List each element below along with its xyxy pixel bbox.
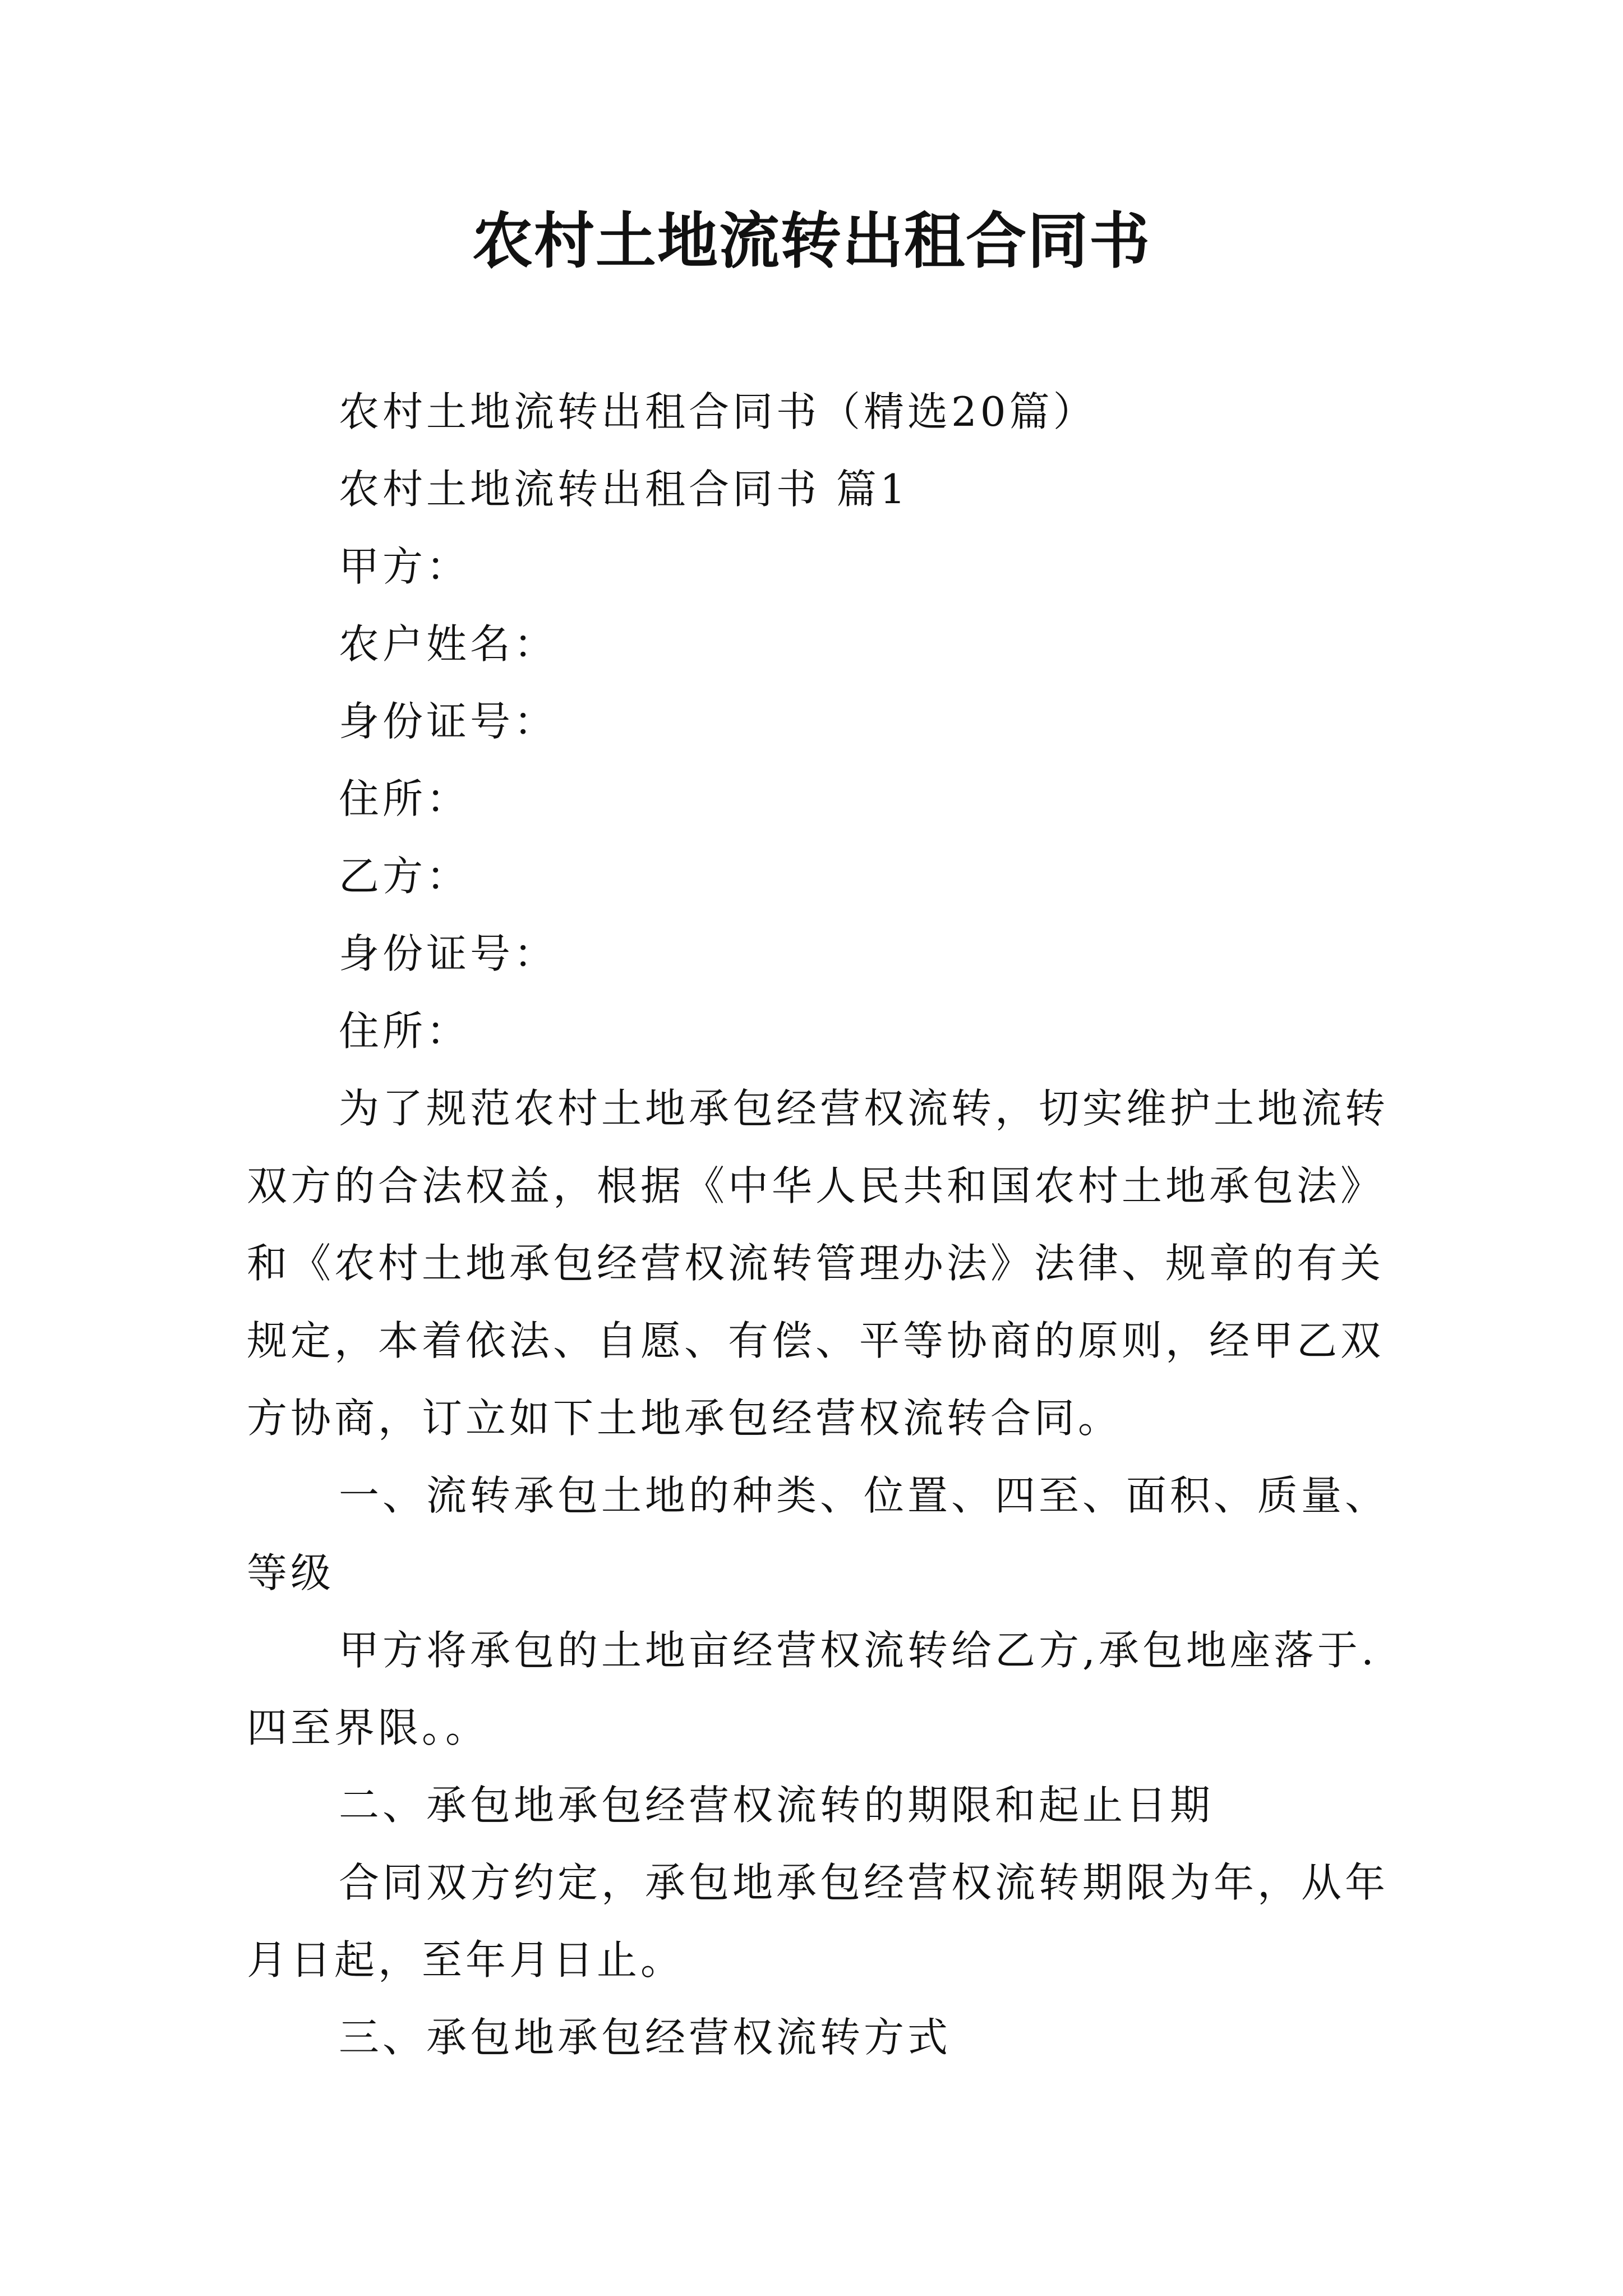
body-line: 身份证号： (339, 930, 558, 977)
body-line: 规定，本着依法、自愿、有偿、平等协商的原则，经甲乙双 (247, 1317, 1385, 1364)
body-line: 甲方： (339, 543, 471, 590)
body-line: 农户姓名： (339, 620, 558, 668)
body-line: 双方的合法权益，根据《中华人民共和国农村土地承包法》 (247, 1162, 1385, 1209)
body-line: 身份证号： (339, 698, 558, 745)
body-line: 四至界限。。 (247, 1704, 490, 1751)
body-line: 一、流转承包土地的种类、位置、四至、面积、质量、 (339, 1472, 1389, 1519)
body-line: 农村土地流转出租合同书 篇1 (339, 466, 909, 513)
body-line: 住所： (339, 775, 471, 822)
document-body (247, 373, 1402, 2076)
body-line: 三、承包地承包经营权流转方式 (339, 2014, 952, 2061)
body-line: 二、承包地承包经营权流转的期限和起止日期 (339, 1782, 1214, 1829)
body-line: 为了规范农村土地承包经营权流转，切实维护土地流转 (339, 1085, 1389, 1132)
body-line: 月日起，至年月日止。 (247, 1936, 685, 1984)
document-title: 农村土地流转出租合同书 (472, 206, 1151, 277)
body-line: 和《农村土地承包经营权流转管理办法》法律、规章的有关 (247, 1240, 1385, 1287)
body-line: 乙方： (339, 853, 471, 900)
body-line: 农村土地流转出租合同书（精选20篇） (339, 388, 1097, 435)
body-line: 合同双方约定，承包地承包经营权流转期限为年，从年 (339, 1859, 1389, 1906)
body-line: 住所： (339, 1007, 471, 1055)
body-line: 甲方将承包的土地亩经营权流转给乙方,承包地座落于. (339, 1627, 1377, 1674)
body-line: 等级 (247, 1549, 335, 1596)
body-line: 方协商，订立如下土地承包经营权流转合同。 (247, 1395, 1122, 1442)
